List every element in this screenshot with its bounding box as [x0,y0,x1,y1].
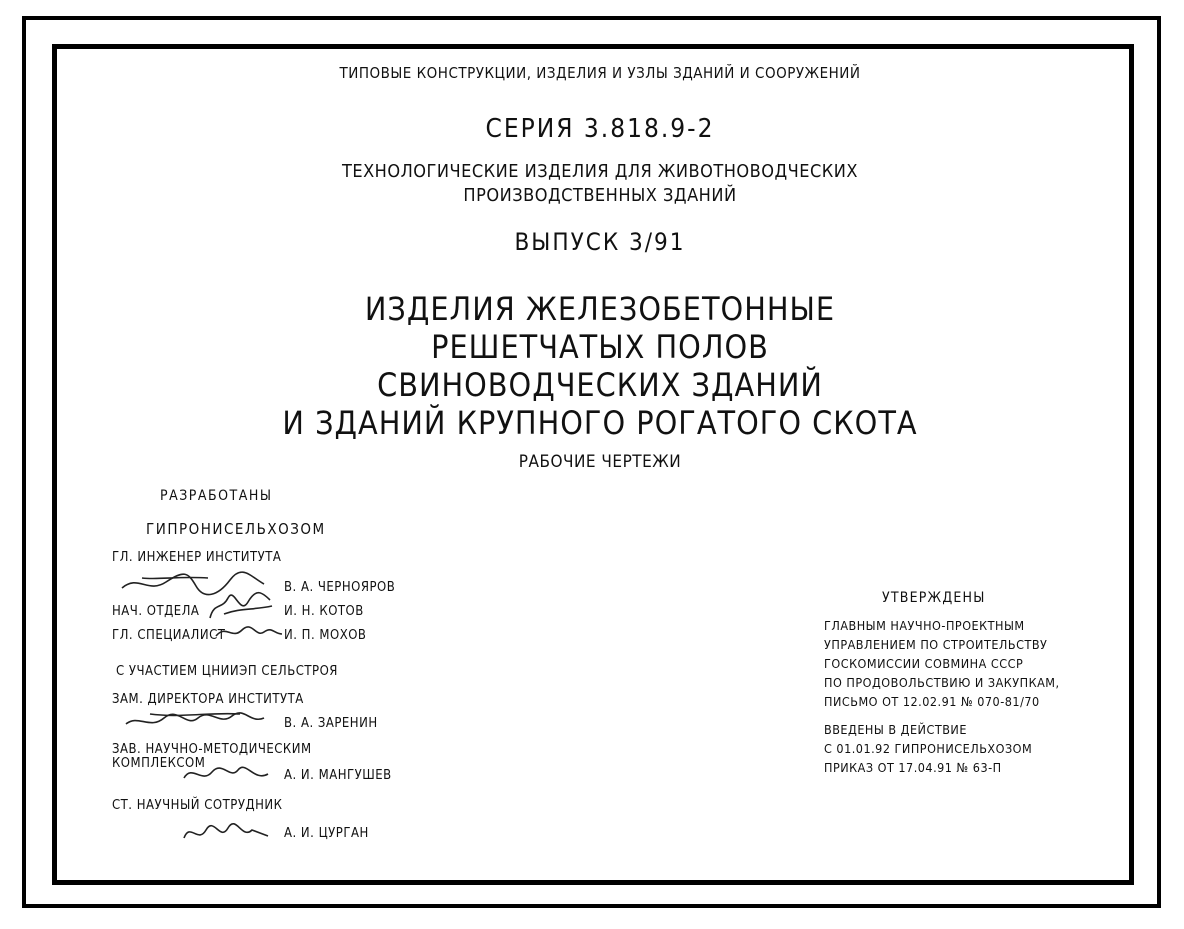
approved-line-4: ПО ПРОДОВОЛЬСТВИЮ И ЗАКУПКАМ, [824,675,1060,690]
complex-name: А. И. МАНГУШЕВ [284,768,392,783]
subtitle: РАБОЧИЕ ЧЕРТЕЖИ [518,452,682,472]
approved-line-2: УПРАВЛЕНИЕМ ПО СТРОИТЕЛЬСТВУ [824,637,1048,652]
header-line: ТИПОВЫЕ КОНСТРУКЦИИ, ИЗДЕЛИЯ И УЗЛЫ ЗДАНИЙ И СООРУЖЕНИЙ [339,64,861,82]
issue-number: ВЫПУСК 3/91 [514,228,686,256]
title-line-4: И ЗДАНИЙ КРУПНОГО РОГАТОГО СКОТА [282,404,918,442]
signature-mokhov [212,618,284,644]
effective-line-1: ВВЕДЕНЫ В ДЕЙСТВИЕ [824,722,967,737]
chief-engineer-name: В. А. ЧЕРНОЯРOВ [284,580,396,595]
signature-tsurgan [180,816,272,848]
effective-line-3: ПРИКАЗ ОТ 17.04.91 № 63-П [824,760,1002,775]
signature-mangushev [180,758,272,788]
title-line-3: СВИНОВОДЧЕСКИХ ЗДАНИЙ [377,366,823,404]
approved-line-1: ГЛАВНЫМ НАУЧНО-ПРОЕКТНЫМ [824,618,1025,633]
effective-line-2: С 01.01.92 ГИПРОНИСЕЛЬХОЗОМ [824,741,1033,756]
complex-role-line-1: ЗАВ. НАУЧНО-МЕТОДИЧЕСКИМ [112,742,312,757]
specialist-role: ГЛ. СПЕЦИАЛИСТ [112,628,226,643]
dept-head-name: И. Н. КОТОВ [284,604,364,619]
tech-line-1: ТЕХНОЛОГИЧЕСКИЕ ИЗДЕЛИЯ ДЛЯ ЖИВОТНОВОДЧЕСКИХ [341,161,859,182]
chief-engineer-role: ГЛ. ИНЖЕНЕР ИНСТИТУТА [112,550,282,565]
tech-description [300,160,900,208]
approved-heading: УТВЕРЖДЕНЫ [882,590,986,606]
deputy-name: В. А. ЗАРЕНИН [284,716,378,731]
complex-role-line-2: КОМПЛЕКСОМ [112,756,206,771]
specialist-name: И. П. МОХОВ [284,628,367,643]
researcher-role: СТ. НАУЧНЫЙ СОТРУДНИК [112,798,283,813]
researcher-name: А. И. ЦУРГАН [284,826,369,841]
dept-head-role: НАЧ. ОТДЕЛА [112,604,200,619]
series-number: СЕРИЯ 3.818.9-2 [485,114,715,144]
developed-heading: РАЗРАБОТАНЫ [160,488,273,504]
developed-org: ГИПРОНИСЕЛЬХОЗОМ [146,520,326,538]
tech-line-2: ПРОИЗВОДСТВЕННЫХ ЗДАНИЙ [463,185,737,206]
participation-line: С УЧАСТИЕМ ЦНИИЭП СЕЛЬСТРОЯ [116,664,338,679]
title-line-1: ИЗДЕЛИЯ ЖЕЛЕЗОБЕТОННЫЕ [364,290,836,328]
approved-line-5: ПИСЬМО ОТ 12.02.91 № 070-81/70 [824,694,1040,709]
deputy-role: ЗАМ. ДИРЕКТОРА ИНСТИТУТА [112,692,304,707]
approved-line-3: ГОСКОМИССИИ СОВМИНА СССР [824,656,1024,671]
main-title [280,290,920,442]
signature-zarenin [120,706,270,736]
title-line-2: РЕШЕТЧАТЫХ ПОЛОВ [431,328,769,366]
